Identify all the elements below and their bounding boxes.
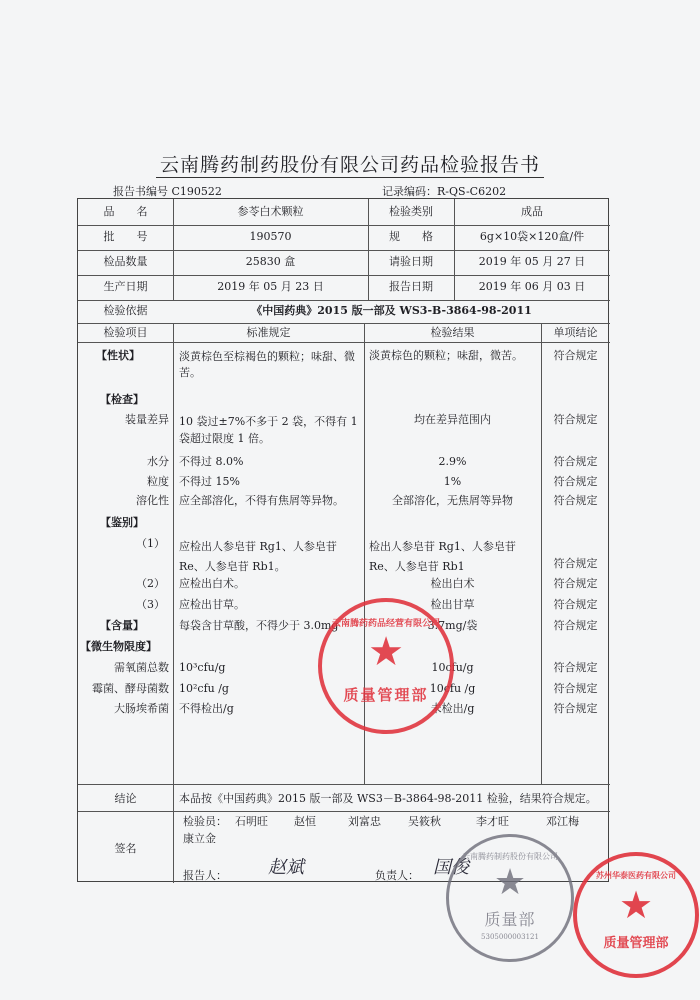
- col-item: 检验项目: [103, 326, 148, 339]
- character-conclusion: 符合规定: [553, 349, 598, 362]
- star-icon: ★: [618, 883, 654, 927]
- record-number: 记录编码：R-QS-C6202: [382, 185, 507, 198]
- mold-item: 霉菌、酵母菌数: [92, 682, 169, 695]
- mold-conclusion: 符合规定: [553, 682, 598, 695]
- spec-label: 规 格: [389, 230, 433, 243]
- granularity-item: 粒度: [147, 475, 169, 488]
- mold-result: 10cfu /g: [429, 682, 476, 695]
- solubility-result: 全部溶化，无焦屑等异物: [392, 494, 513, 507]
- solubility-conclusion: 符合规定: [553, 494, 598, 507]
- report-date-value: 2019 年 06 月 03 日: [478, 280, 586, 293]
- production-date-value: 2019 年 05 月 23 日: [217, 280, 324, 293]
- report-table: [77, 198, 609, 882]
- water-conclusion: 符合规定: [553, 455, 598, 468]
- stamp3-dept: 质量管理部: [603, 936, 669, 951]
- gray-seal-quality-dept: [446, 834, 574, 962]
- inspector-4: 吴筱秋: [408, 815, 441, 828]
- stamp1-name: 云南腾药药品经营有限公司: [331, 619, 440, 629]
- aerobic-standard: 10³cfu/g: [179, 661, 226, 674]
- category-label: 检验类别: [389, 205, 433, 218]
- inspector-2: 赵恒: [294, 815, 316, 828]
- report-number: 报告书编号 C190522: [113, 185, 222, 198]
- qty-label: 检品数量: [103, 255, 148, 268]
- col-standard: 标准规定: [246, 326, 291, 339]
- aerobic-conclusion: 符合规定: [553, 661, 598, 674]
- aerobic-item: 需氧菌总数: [114, 661, 169, 674]
- star-icon: ★: [368, 629, 404, 675]
- id3-result: 检出甘草: [430, 598, 475, 611]
- basis-value: 《中国药典》2015 版一部及 WS3-B-3864-98-2011: [251, 304, 532, 317]
- water-result: 2.9%: [438, 455, 467, 468]
- mold-standard: 10²cfu /g: [179, 682, 229, 695]
- product-label: 品 名: [103, 205, 148, 218]
- character-standard: 淡黄棕色至棕褐色的颗粒；味甜、微苦。: [179, 350, 355, 379]
- id1-conclusion: 符合规定: [553, 557, 598, 570]
- id3-item: （3）: [136, 598, 165, 611]
- reporter-signature: 赵斌: [268, 857, 304, 878]
- conclusion-text: 本品按《中国药典》2015 版一部及 WS3－B-3864-98-2011 检验，结果符合规定。: [179, 792, 597, 805]
- responsible-label: 负责人：: [375, 869, 419, 882]
- ecoli-conclusion: 符合规定: [553, 702, 598, 715]
- ecoli-item: 大肠埃希菌: [114, 702, 169, 715]
- aerobic-result: 10cfu/g: [431, 661, 474, 674]
- weight-conclusion: 符合规定: [553, 413, 598, 426]
- inspector-5: 李才旺: [476, 815, 509, 828]
- red-seal-quality-dept: [318, 598, 454, 734]
- conclusion-label: 结论: [114, 792, 137, 805]
- inspector-7: 康立金: [183, 832, 216, 845]
- product-value: 参苓白术颗粒: [237, 205, 304, 218]
- request-date-label: 请验日期: [389, 255, 433, 268]
- content-conclusion: 符合规定: [553, 619, 598, 632]
- id2-result: 检出白术: [430, 577, 475, 590]
- ecoli-standard: 不得检出/g: [179, 702, 234, 715]
- qty-value: 25830 盒: [245, 255, 296, 268]
- inspector-6: 邓江梅: [546, 815, 579, 828]
- granularity-standard: 不得过 15%: [179, 475, 240, 488]
- signature-label: 签名: [114, 842, 137, 855]
- report-date-label: 报告日期: [389, 280, 433, 293]
- solubility-standard: 应全部溶化，不得有焦屑等异物。: [179, 494, 344, 507]
- section-inspection: 【检查】: [100, 393, 144, 406]
- category-value: 成品: [521, 205, 543, 218]
- content-result: 3.7mg/袋: [427, 619, 478, 632]
- basis-label: 检验依据: [103, 304, 148, 317]
- responsible-signature: 国俊: [433, 857, 469, 878]
- weight-item: 装量差异: [125, 413, 169, 426]
- stamp2-name: 云南腾药制药股份有限公司: [462, 852, 558, 861]
- section-content: 【含量】: [100, 619, 144, 632]
- id1-item: （1）: [136, 537, 165, 550]
- star-icon: ★: [493, 862, 527, 903]
- report-title: 云南腾药制药股份有限公司药品检验报告书: [0, 150, 700, 177]
- id1-standard: 应检出人参皂苷 Rg1、人参皂苷 Re、人参皂苷 Rb1。: [179, 540, 337, 573]
- col-result: 检验结果: [430, 326, 475, 339]
- batch-label: 批 号: [103, 230, 148, 243]
- weight-result: 均在差异范围内: [414, 413, 491, 426]
- inspector-3: 刘富忠: [348, 815, 381, 828]
- water-item: 水分: [147, 455, 169, 468]
- section-microbe: 【微生物限度】: [80, 640, 157, 653]
- section-identification: 【鉴别】: [100, 516, 144, 529]
- section-character: 【性状】: [96, 349, 140, 362]
- stamp2-dept: 质量部: [484, 910, 536, 929]
- inspectors-label: 检验员：: [183, 815, 227, 828]
- id2-conclusion: 符合规定: [553, 577, 598, 590]
- id2-standard: 应检出白术。: [179, 577, 245, 590]
- granularity-result: 1%: [443, 475, 462, 488]
- id3-standard: 应检出甘草。: [179, 598, 245, 611]
- inspector-1: 石明旺: [235, 815, 268, 828]
- production-date-label: 生产日期: [103, 280, 148, 293]
- granularity-conclusion: 符合规定: [553, 475, 598, 488]
- stamp2-code: 5305000003121: [481, 933, 539, 941]
- solubility-item: 溶化性: [136, 494, 169, 507]
- reporter-label: 报告人：: [183, 869, 227, 882]
- water-standard: 不得过 8.0%: [179, 455, 244, 468]
- character-result: 淡黄棕色的颗粒；味甜，微苦。: [369, 349, 523, 362]
- stamp1-dept: 质量管理部: [343, 686, 429, 704]
- col-conclusion: 单项结论: [553, 326, 598, 339]
- red-seal-suzhou: [573, 852, 699, 978]
- batch-value: 190570: [249, 230, 292, 243]
- spec-value: 6g×10袋×120盒/件: [479, 230, 585, 243]
- request-date-value: 2019 年 05 月 27 日: [478, 255, 586, 268]
- weight-standard: 10 袋过±7%不多于 2 袋，不得有 1 袋超过限度 1 倍。: [179, 415, 358, 445]
- ecoli-result: 未检出/g: [430, 702, 475, 715]
- id2-item: （2）: [136, 577, 165, 590]
- content-standard: 每袋含甘草酸，不得少于 3.0mg: [179, 619, 339, 632]
- id3-conclusion: 符合规定: [553, 598, 598, 611]
- id1-result: 检出人参皂苷 Rg1、人参皂苷 Re、人参皂苷 Rb1: [369, 540, 516, 573]
- stamp3-name: 苏州华泰医药有限公司: [596, 870, 676, 880]
